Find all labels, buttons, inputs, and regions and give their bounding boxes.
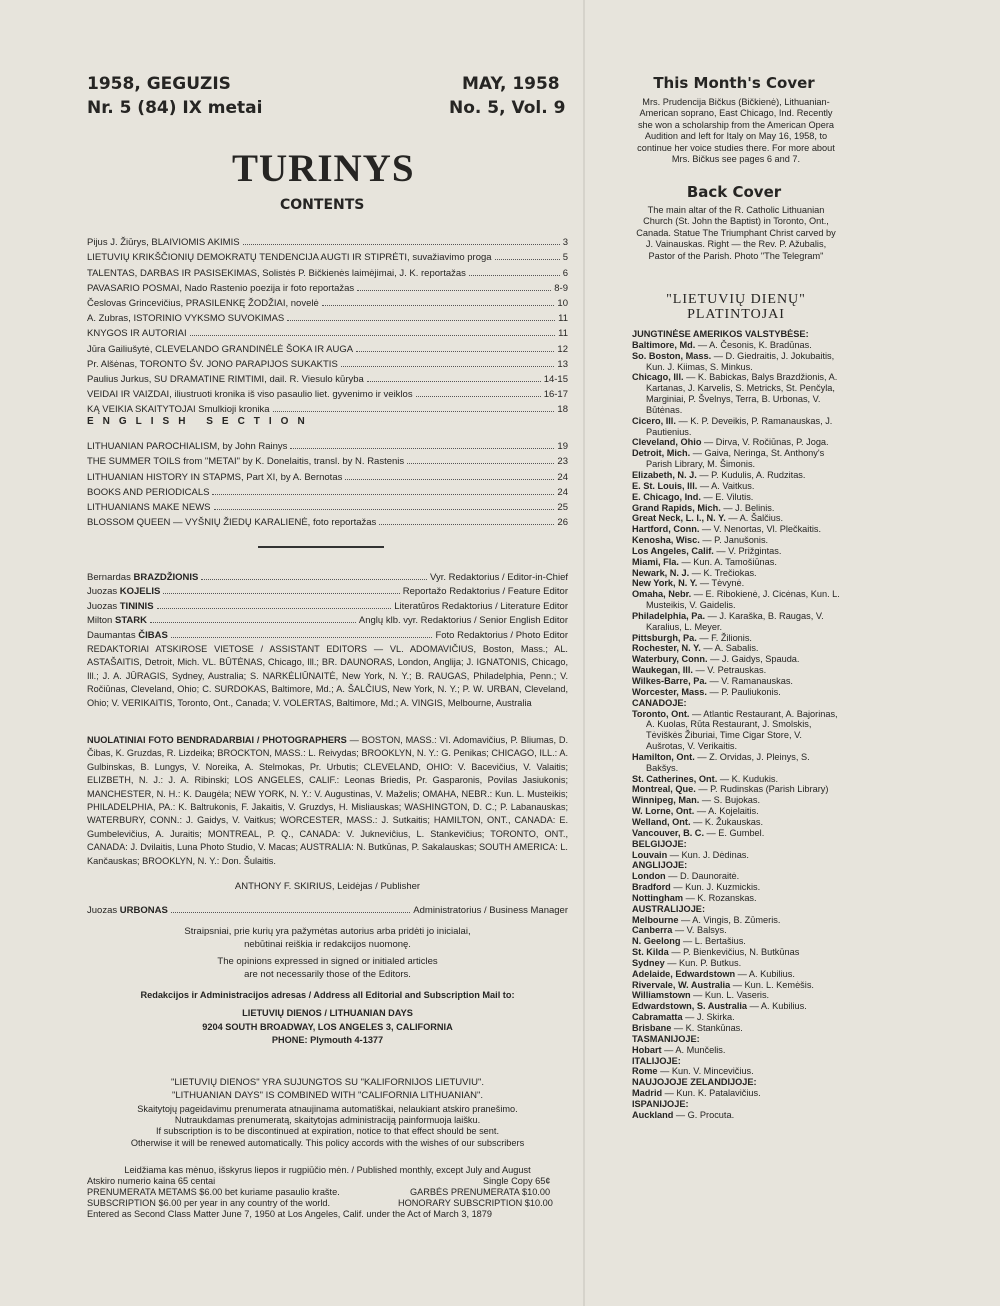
distributor-city: So. Boston, Mass. bbox=[632, 350, 712, 361]
distributor-city: Pittsburgh, Pa. bbox=[632, 632, 697, 643]
contents-item bbox=[87, 279, 568, 294]
contents-item-title: LITHUANIANS MAKE NEWS bbox=[87, 501, 211, 513]
leader-dots bbox=[341, 366, 555, 367]
contents-item bbox=[87, 309, 568, 324]
page-subtitle: CONTENTS bbox=[280, 197, 365, 213]
contents-item-title: LITHUANIAN PAROCHIALISM, by John Rainys bbox=[87, 441, 288, 453]
staff-role: Reportažo Redaktorius / Feature Editor bbox=[402, 586, 568, 597]
distributor-city: Waukegan, Ill. bbox=[632, 665, 693, 676]
distributor-region: NAUJOJOJE ZELANDIJOJE: bbox=[632, 1077, 757, 1088]
distributor-region: ISPANIJOJE: bbox=[632, 1098, 689, 1109]
leader-dots bbox=[357, 290, 551, 291]
distributor-region: TASMANIJOJE: bbox=[632, 1033, 700, 1044]
contents-item-page: 5 bbox=[562, 252, 568, 264]
distributor-city: Cleveland, Ohio bbox=[632, 437, 702, 448]
distributor-city: Nottingham bbox=[632, 892, 684, 903]
distributor-city: Rivervale, W. Australia bbox=[632, 979, 731, 990]
staff-row bbox=[87, 597, 568, 612]
distributor-names: Kun. J. Dėdinas. bbox=[681, 849, 749, 860]
distributor-entry: Welland, Ont. — K. Žukauskas. bbox=[632, 816, 764, 827]
distributor-entry: Cicero, Ill. — K. P. Deveikis, P. Ramanauskas, J. Pautienius. bbox=[632, 415, 833, 437]
distributor-entry: Elizabeth, N. J. — P. Kudulis, A. Rudzitas. bbox=[632, 469, 806, 480]
distributor-city: Adelaide, Edwardstown bbox=[632, 968, 736, 979]
distributor-entry: Hamilton, Ont. — Z. Orvidas, J. Pleinys, S. Bakšys. bbox=[632, 751, 810, 773]
distributor-names: A. Šalčius. bbox=[739, 513, 783, 524]
distributor-city: W. Lorne, Ont. bbox=[632, 806, 695, 817]
leader-dots bbox=[290, 448, 554, 449]
distributor-city: Wilkes-Barre, Pa. bbox=[632, 676, 707, 686]
contents-item-page: 14-15 bbox=[543, 373, 568, 385]
editorial-staff bbox=[87, 568, 568, 641]
staff-row bbox=[87, 583, 568, 598]
distributor-city: Winnipeg, Man. bbox=[632, 795, 700, 806]
distributor-entry: Waterbury, Conn. — J. Gaidys, Spauda. bbox=[632, 654, 800, 665]
distributor-entry: Winnipeg, Man. — S. Bujokas. bbox=[632, 795, 761, 806]
contents-item-page: 18 bbox=[557, 404, 568, 416]
contents-item-page: 12 bbox=[557, 343, 568, 355]
distributor-entry: Detroit, Mich. — Gaiva, Neringa, St. Anthony's Parish Library, M. Šimonis. bbox=[632, 448, 825, 470]
distributor-city: N. Geelong bbox=[632, 936, 681, 947]
distributor-names: E. Ribokienė, J. Cicėnas, Kun. L. Musteikis, V. Gaidelis. bbox=[646, 589, 840, 611]
manager-role: Administratorius / Business Manager bbox=[413, 904, 568, 916]
staff-row bbox=[87, 612, 568, 627]
distributor-names: Atlantic Restaurant, A. Bajorinas, A. Kuolas, Rūta Restaurant, J. Smolskis, Tėviškės Žiburiai, Time Cigar Store, V. Aušrotas, V. Verikaitis. bbox=[646, 708, 838, 752]
distributor-names: A. Vingis, B. Zūmeris. bbox=[692, 914, 781, 925]
contents-item-page: 23 bbox=[557, 456, 568, 468]
contents-item-page: 6 bbox=[562, 267, 568, 279]
renewal-policy: Skaitytojų pageidavimu prenumerata atnaujinama automatiškai, nelaukiant atskiro pranešimo. Nutraukdamas prenumeratą, skaitytojas administraciją painformuoja laišku. If subscription is to be discontinued at expiration, notice to that effect should be sent. Otherwise it will be renewed automatically. This policy accords with the wishes of our subscribers bbox=[130, 1104, 525, 1148]
back-cover-title: Back Cover bbox=[686, 183, 782, 201]
distributor-entry: New York, N. Y. — Tėvynė. bbox=[632, 578, 745, 589]
distributor-entry: Bradford — Kun. J. Kuzmickis. bbox=[632, 882, 761, 893]
distributors-list bbox=[632, 329, 842, 1121]
distributor-names: K. P. Deveikis, P. Ramanauskas, J. Pautienius. bbox=[646, 415, 833, 437]
publisher: ANTHONY F. SKIRIUS, Leidėjas / Publisher bbox=[234, 881, 421, 892]
contents-item-title: Jūra Gailiušytė, CLEVELANDO GRANDINĖLĖ ŠOKA IR AUGA bbox=[87, 343, 354, 355]
leader-dots bbox=[214, 509, 555, 510]
staff-role: Vyr. Redaktorius / Editor-in-Chief bbox=[430, 571, 568, 583]
leader-dots bbox=[243, 244, 560, 245]
distributor-names: A. Česonis, K. Bradūnas. bbox=[709, 339, 812, 350]
distributor-names: Kun. L. Vaseris. bbox=[704, 990, 770, 1001]
distributor-city: Hobart bbox=[632, 1044, 662, 1055]
english-section-heading: ENGLISH SECTION bbox=[87, 416, 314, 427]
distributor-city: Hamilton, Ont. bbox=[632, 751, 695, 762]
contents-item-title: PAVASARIO POSMAI, Nado Rastenio poezija ir foto reportažas bbox=[87, 282, 355, 294]
distributor-entry: Sydney — Kun. P. Butkus. bbox=[632, 957, 742, 968]
contents-item-title: LITHUANIAN HISTORY IN STAPMS, Part XI, by A. Bernotas bbox=[87, 471, 343, 483]
leader-dots bbox=[495, 259, 560, 260]
distributor-entry: Miami, Fla. — Kun. A. Tamošiūnas. bbox=[632, 556, 777, 567]
staff-name: Milton STARK bbox=[87, 615, 148, 626]
contents-item-title: BLOSSOM QUEEN — VYŠNIŲ ŽIEDŲ KARALIENĖ, foto reportažas bbox=[87, 517, 377, 529]
distributor-city: Grand Rapids, Mich. bbox=[632, 502, 721, 513]
distributor-city: E. St. Louis, Ill. bbox=[632, 480, 698, 491]
distributor-city: Sydney bbox=[632, 957, 665, 968]
mailing-address: LIETUVIŲ DIENOS / LITHUANIAN DAYS 9204 SOUTH BROADWAY, LOS ANGELES 3, CALIFORNIA PHONE: Plymouth 4-1377 bbox=[202, 1008, 453, 1045]
distributor-entry: London — D. Daunoraitė. bbox=[632, 871, 740, 882]
honorary-lt: GARBĖS PRENUMERATA $10.00 bbox=[410, 1187, 551, 1197]
distributor-city: Montreal, Que. bbox=[632, 784, 696, 795]
distributor-entry: Kenosha, Wisc. — P. Janušonis. bbox=[632, 535, 769, 546]
assistant-editors-label: REDAKTORIAI ATSKIROSE VIETOSE / ASSISTANT EDITORS bbox=[87, 644, 368, 654]
contents-item-page: 25 bbox=[557, 501, 568, 513]
distributor-city: Hartford, Conn. bbox=[632, 524, 700, 535]
distributor-entry: Madrid — Kun. K. Patalavičius. bbox=[632, 1088, 761, 1099]
distributor-entry: N. Geelong — L. Bertašius. bbox=[632, 936, 746, 947]
assistant-editors bbox=[87, 643, 568, 710]
distributor-entry: Adelaide, Edwardstown — A. Kubilius. bbox=[632, 968, 795, 979]
price-en: Single Copy 65¢ bbox=[483, 1176, 551, 1186]
distributor-region: BELGIJOJE: bbox=[632, 838, 687, 849]
distributor-names: V. Prižgintas. bbox=[728, 545, 782, 556]
distributor-names: D. Giedraitis, J. Jokubaitis, Kun. J. Kiimas, S. Minkus. bbox=[646, 350, 835, 372]
contents-item-title: Pijus J. Žiūrys, BLAIVIOMIS AKIMIS bbox=[87, 237, 240, 249]
leader-dots bbox=[150, 622, 356, 623]
distributor-region: ANGLIJOJE: bbox=[632, 860, 688, 871]
distributor-entry: Louvain — Kun. J. Dėdinas. bbox=[632, 849, 749, 860]
contents-item bbox=[87, 385, 568, 400]
contents-item-title: KĄ VEIKIA SKAITYTOJAI Smulkioji kronika bbox=[87, 404, 270, 416]
contents-item bbox=[87, 498, 568, 513]
distributor-names: P. Janušonis. bbox=[714, 535, 769, 546]
contents-item-page: 8-9 bbox=[554, 282, 568, 294]
subscription-en: SUBSCRIPTION $6.00 per year in any country of the world. bbox=[87, 1198, 331, 1208]
issue-date-en: MAY, 1958 bbox=[462, 74, 560, 94]
leader-dots bbox=[322, 305, 555, 306]
staff-name: Juozas TININIS bbox=[87, 600, 154, 612]
distributor-names: Z. Orvidas, J. Pleinys, S. Bakšys. bbox=[646, 751, 810, 773]
issue-date-lt: 1958, GEGUZIS bbox=[87, 74, 231, 94]
distributor-names: V. Petrauskas. bbox=[707, 665, 767, 676]
distributor-city: Rochester, N. Y. bbox=[632, 643, 701, 654]
distributor-entry: Cleveland, Ohio — Dirva, V. Ročiūnas, P. Joga. bbox=[632, 437, 829, 448]
distributor-entry: Toronto, Ont. — Atlantic Restaurant, A. Bajorinas, A. Kuolas, Rūta Restaurant, J. Smolskis, Tėviškės Žiburiai, Time Cigar Store, V. Aušrotas, V. Verikaitis. bbox=[632, 708, 838, 752]
distributor-names: A. Vaitkus. bbox=[711, 480, 755, 491]
distributor-names: F. Žilionis. bbox=[711, 632, 752, 643]
distributor-names: Kun. A. Tamošiūnas. bbox=[693, 556, 777, 567]
distributor-city: Toronto, Ont. bbox=[632, 708, 690, 719]
distributor-entry: Canberra — V. Balsys. bbox=[632, 925, 727, 936]
contents-item-page: 13 bbox=[557, 358, 568, 370]
distributor-city: Miami, Fla. bbox=[632, 556, 679, 567]
distributor-city: Canberra bbox=[632, 925, 673, 936]
contents-item bbox=[87, 513, 568, 528]
distributor-entry: Great Neck, L. I., N. Y. — A. Šalčius. bbox=[632, 513, 783, 524]
distributor-names: Kun. K. Patalavičius. bbox=[676, 1088, 761, 1099]
distributor-names: D. Daunoraitė. bbox=[679, 871, 740, 882]
contents-item bbox=[87, 400, 568, 415]
distributor-names: A. Kubilius. bbox=[760, 1001, 807, 1012]
leader-dots bbox=[163, 593, 399, 594]
distributor-entry: St. Catherines, Ont. — K. Kudukis. bbox=[632, 773, 779, 784]
contents-item-title: LIETUVIŲ KRIKŠČIONIŲ DEMOKRATŲ TENDENCIJA AUGTI IR STIPRĖTI, suvažiavimo proga bbox=[87, 252, 492, 264]
distributor-names: L. Bertašius. bbox=[694, 936, 746, 947]
distributor-entry: E. St. Louis, Ill. — A. Vaitkus. bbox=[632, 480, 755, 491]
distributor-city: Cabramatta bbox=[632, 1012, 683, 1023]
contents-item bbox=[87, 370, 568, 385]
distributor-region: AUSTRALIJOJE: bbox=[632, 903, 705, 914]
distributor-entry: E. Chicago, Ind. — E. Vilutis. bbox=[632, 491, 754, 502]
contents-item bbox=[87, 467, 568, 482]
distributor-entry: Waukegan, Ill. — V. Petrauskas. bbox=[632, 665, 767, 676]
photographers bbox=[87, 734, 568, 868]
distributor-names: J. Skirka. bbox=[696, 1012, 735, 1023]
contents-item-title: VEIDAI IR VAIZDAI, iliustruoti kronika iš viso pasaulio liet. gyvenimo ir veiklos bbox=[87, 389, 413, 401]
leader-dots bbox=[273, 411, 555, 412]
distributor-entry: Rivervale, W. Australia — Kun. L. Kemėšis. bbox=[632, 979, 814, 990]
distributor-entry: Hobart — A. Munčelis. bbox=[632, 1044, 726, 1055]
distributor-names: P. Pauliukonis. bbox=[721, 686, 781, 697]
contents-item bbox=[87, 248, 568, 263]
distributor-names: A. Kojelaitis. bbox=[708, 806, 759, 817]
back-cover-description: The main altar of the R. Catholic Lithuanian Church (St. John the Baptist) in Toronto, Ont., Canada. Statue The Triumphant Christ carved by J. Vainauskas. Right — the Rev. P. Ažubalis, Pastor of the Parish. Photo "The Telegram" bbox=[636, 205, 836, 261]
distributor-names: K. Rozanskas. bbox=[697, 892, 757, 903]
leader-dots bbox=[416, 396, 541, 397]
leader-dots bbox=[379, 524, 554, 525]
distributor-region: ITALIJOJE: bbox=[632, 1055, 681, 1066]
distributor-region: CANADOJE: bbox=[632, 697, 687, 708]
leader-dots bbox=[190, 335, 556, 336]
distributor-names: P. Kudulis, A. Rudzitas. bbox=[711, 469, 806, 480]
contents-item bbox=[87, 263, 568, 278]
distributor-names: Dirva, V. Ročiūnas, P. Joga. bbox=[715, 437, 829, 448]
distributor-entry: Edwardstown, S. Australia — A. Kubilius. bbox=[632, 1001, 807, 1012]
distributor-entry: Omaha, Nebr. — E. Ribokienė, J. Cicėnas, Kun. L. Musteikis, V. Gaidelis. bbox=[632, 589, 840, 611]
distributor-city: Brisbane bbox=[632, 1023, 672, 1033]
distributor-city: Waterbury, Conn. bbox=[632, 654, 708, 665]
distributor-names: Kun. P. Butkus. bbox=[678, 957, 742, 968]
staff-row bbox=[87, 626, 568, 641]
distributor-city: Louvain bbox=[632, 849, 668, 860]
distributor-city: Bradford bbox=[632, 882, 671, 893]
issue-number-en: No. 5, Vol. 9 bbox=[449, 98, 566, 118]
distributor-entry: Pittsburgh, Pa. — F. Žilionis. bbox=[632, 632, 752, 643]
distributor-entry: Rome — Kun. V. Mincevičius. bbox=[632, 1066, 754, 1077]
distributor-city: London bbox=[632, 871, 666, 882]
subscription-lt: PRENUMERATA METAMS $6.00 bet kuriame pasaulio krašte. bbox=[87, 1187, 340, 1197]
distributor-names: V. Ramanauskas. bbox=[721, 676, 793, 686]
contents-item-page: 10 bbox=[557, 297, 568, 309]
staff-name: Bernardas BRAZDŽIONIS bbox=[87, 571, 199, 583]
distributor-entry: Nottingham — K. Rozanskas. bbox=[632, 892, 757, 903]
distributor-entry: Brisbane — K. Stankūnas. bbox=[632, 1023, 743, 1033]
distributor-city: Kenosha, Wisc. bbox=[632, 535, 700, 546]
second-class-notice: Entered as Second Class Matter June 7, 1950 at Los Angeles, Calif. under the Act of March 3, 1879 bbox=[87, 1209, 493, 1219]
distributor-city: Madrid bbox=[632, 1088, 663, 1099]
distributor-entry: Worcester, Mass. — P. Pauliukonis. bbox=[632, 686, 781, 697]
contents-item bbox=[87, 437, 568, 452]
issue-number-lt: Nr. 5 (84) IX metai bbox=[87, 98, 263, 118]
distributor-names: J. Belinis. bbox=[735, 502, 775, 513]
distributor-entry: Los Angeles, Calif. — V. Prižgintas. bbox=[632, 545, 782, 556]
distributor-names: P. Rudinskas (Parish Library) bbox=[710, 784, 829, 795]
contents-item-title: KNYGOS IR AUTORIAI bbox=[87, 328, 187, 340]
distributor-entry: Philadelphia, Pa. — J. Karaška, B. Raugas, V. Karalius, L. Meyer. bbox=[632, 610, 824, 632]
distributor-city: Welland, Ont. bbox=[632, 816, 691, 827]
distributor-entry: St. Kilda — P. Bienkevičius, N. Butkūnas bbox=[632, 947, 800, 958]
contents-item-page: 11 bbox=[558, 313, 568, 325]
leader-dots bbox=[157, 608, 392, 609]
distributor-city: Vancouver, B. C. bbox=[632, 827, 704, 838]
distributor-names: K. Stankūnas. bbox=[685, 1023, 743, 1033]
contents-item-title: THE SUMMER TOILS from "METAI" by K. Donelaitis, transl. by N. Rastenis bbox=[87, 456, 405, 468]
distributor-names: K. Kudukis. bbox=[731, 773, 779, 784]
assistant-editors-list: — VL. ADOMAVIČIUS, Boston, Mass.; AL. ASTAŠAITIS, Detroit, Mich. VL. BŪTĖNAS, Chicago, Ill.; BR. DAUNORAS, London, Anglija; J. IGNATONIS, Chicago, Ill.; J. A. JŪRAGIS, Sydney, Australia; S. NARKĖLIŪNAITĖ, New York, N. Y.; B. RAUGAS, Philadelphia, Penn.; V. Ročiūnas, Cleveland, Ohio; C. SURDOKAS, Baltimore, Md.; A. ŠALČIUS, New York, N. Y.; P. W. URBAN, Cleveland, Ohio; V. VERIKAITIS, Toronto, Ont., Canada; V. VOLERTAS, Baltimore, Md.; A. VINGIS, Melbourne, Australia bbox=[87, 644, 568, 708]
staff-role: Anglų klb. vyr. Redaktorius / Senior English Editor bbox=[358, 615, 568, 626]
contents-item-page: 11 bbox=[558, 328, 568, 340]
leader-dots bbox=[356, 351, 554, 352]
distributor-entry: W. Lorne, Ont. — A. Kojelaitis. bbox=[632, 806, 759, 817]
leader-dots bbox=[287, 320, 555, 321]
distributor-entry: Cabramatta — J. Skirka. bbox=[632, 1012, 735, 1023]
cover-title: This Month's Cover bbox=[653, 74, 815, 92]
distributor-city: Williamstown bbox=[632, 990, 691, 1001]
leader-dots bbox=[212, 494, 554, 495]
contents-item-page: 26 bbox=[557, 517, 568, 529]
contents-item-title: A. Zubras, ISTORINIO VYKSMO SUVOKIMAS bbox=[87, 313, 285, 325]
distributor-city: St. Kilda bbox=[632, 947, 669, 958]
disclaimer-en: The opinions expressed in signed or initialed articles are not necessarily those of the Editors. bbox=[217, 956, 438, 980]
distributor-city: E. Chicago, Ind. bbox=[632, 491, 701, 502]
distributor-names: A. Sabalis. bbox=[714, 643, 759, 654]
contents-item-page: 16-17 bbox=[543, 389, 568, 401]
distributor-names: Kun. V. Mincevičius. bbox=[671, 1066, 754, 1077]
staff-row bbox=[87, 568, 568, 583]
distributor-entry: Hartford, Conn. — V. Nenortas, Vl. Plečkaitis. bbox=[632, 524, 822, 535]
distributor-entry: Rochester, N. Y. — A. Sabalis. bbox=[632, 643, 759, 654]
staff-name: Juozas KOJELIS bbox=[87, 586, 161, 597]
contents-item-page: 3 bbox=[562, 237, 568, 249]
english-contents bbox=[87, 437, 568, 528]
distributor-city: Worcester, Mass. bbox=[632, 686, 707, 697]
distributor-city: Chicago, Ill. bbox=[632, 372, 684, 383]
cover-description: Mrs. Prudencija Bičkus (Bičkienė), Lithuanian-American soprano, East Chicago, Ind. Recently she won a scholarship from the American Opera Audition and left for Italy on May 16, 1958, to continue her voice studies there. For more about Mrs. Bičkus see pages 6 and 7. bbox=[637, 97, 835, 165]
divider-rule bbox=[258, 546, 384, 548]
leader-dots bbox=[407, 463, 554, 464]
table-of-contents bbox=[87, 233, 568, 415]
distributor-names: V. Balsys. bbox=[686, 925, 727, 936]
distributor-city: St. Catherines, Ont. bbox=[632, 773, 718, 784]
distributor-city: Philadelphia, Pa. bbox=[632, 610, 706, 621]
distributor-names: A. Kubilius. bbox=[748, 968, 795, 979]
distributor-city: Detroit, Mich. bbox=[632, 448, 691, 459]
contents-item-page: 19 bbox=[557, 441, 568, 453]
publishing-info: Leidžiama kas mėnuo, išskyrus liepos ir rugpiūčio mėn. / Published monthly, except July and August bbox=[124, 1165, 531, 1175]
staff-role: Literatūros Redaktorius / Literature Editor bbox=[394, 600, 568, 612]
distributors-heading: "LIETUVIŲ DIENŲ" PLATINTOJAI bbox=[666, 292, 806, 322]
distributor-names: E. Vilutis. bbox=[715, 491, 754, 502]
disclaimer-lt: Straipsniai, prie kurių yra pažymėtas autorius arba pridėti jo inicialai, nebūtinai reiškia ir redakcijos nuomonę. bbox=[184, 926, 471, 950]
distributor-names: V. Nenortas, Vl. Plečkaitis. bbox=[713, 524, 822, 535]
distributor-city: Edwardstown, S. Australia bbox=[632, 1001, 748, 1012]
contents-item bbox=[87, 339, 568, 354]
contents-item bbox=[87, 355, 568, 370]
distributor-names: S. Bujokas. bbox=[713, 795, 761, 806]
contents-item-page: 24 bbox=[557, 471, 568, 483]
distributor-entry: Vancouver, B. C. — E. Gumbel. bbox=[632, 827, 765, 838]
distributor-entry: Melbourne — A. Vingis, B. Zūmeris. bbox=[632, 914, 781, 925]
distributor-entry: Wilkes-Barre, Pa. — V. Ramanauskas. bbox=[632, 676, 793, 686]
distributor-names: P. Bienkevičius, N. Butkūnas bbox=[683, 947, 800, 958]
address-label: Redakcijos ir Administracijos adresas / Address all Editorial and Subscription Mail to: bbox=[140, 990, 515, 1000]
price-lt: Atskiro numerio kaina 65 centai bbox=[87, 1176, 216, 1186]
distributor-entry: Montreal, Que. — P. Rudinskas (Parish Library) bbox=[632, 784, 829, 795]
contents-item-title: Pr. Alšėnas, TORONTO ŠV. JONO PARAPIJOS SUKAKTIS bbox=[87, 358, 338, 370]
distributor-names: E. Gumbel. bbox=[718, 827, 765, 838]
distributor-city: Elizabeth, N. J. bbox=[632, 469, 697, 480]
distributor-names: Tėvynė. bbox=[711, 578, 745, 589]
distributor-entry: Baltimore, Md. — A. Česonis, K. Bradūnas. bbox=[632, 339, 812, 350]
distributor-region: JUNGTINĖSE AMERIKOS VALSTYBĖSE: bbox=[632, 329, 809, 339]
contents-item-title: Paulius Jurkus, SU DRAMATINE RIMTIMI, dail. R. Viesulo kūryba bbox=[87, 373, 364, 385]
leader-dots bbox=[367, 381, 541, 382]
distributor-entry: Grand Rapids, Mich. — J. Belinis. bbox=[632, 502, 775, 513]
contents-item bbox=[87, 452, 568, 467]
distributor-names: G. Procuta. bbox=[687, 1109, 735, 1120]
page-fold-shadow bbox=[583, 0, 585, 1306]
photographers-label: NUOLATINIAI FOTO BENDRADARBIAI / PHOTOGRAPHERS bbox=[87, 735, 347, 745]
distributor-city: Auckland bbox=[632, 1109, 674, 1120]
merge-note: "LIETUVIŲ DIENOS" YRA SUJUNGTOS SU "KALIFORNIJOS LIETUVIU". "LITHUANIAN DAYS" IS COMBINED WITH "CALIFORNIA LITHUANIAN". bbox=[171, 1077, 484, 1101]
leader-dots bbox=[469, 275, 560, 276]
distributor-city: Baltimore, Md. bbox=[632, 339, 696, 350]
contents-item bbox=[87, 233, 568, 248]
distributor-city: Omaha, Nebr. bbox=[632, 589, 692, 600]
staff-name: Daumantas ČIBAS bbox=[87, 629, 168, 641]
distributor-city: Rome bbox=[632, 1066, 658, 1077]
distributor-names: A. Munčelis. bbox=[675, 1044, 726, 1055]
contents-item bbox=[87, 324, 568, 339]
contents-item bbox=[87, 483, 568, 498]
page-title: TURINYS bbox=[232, 147, 415, 190]
distributor-names: Kun. J. Kuzmickis. bbox=[685, 882, 761, 893]
distributor-city: Great Neck, L. I., N. Y. bbox=[632, 513, 726, 524]
distributor-entry: So. Boston, Mass. — D. Giedraitis, J. Jokubaitis, Kun. J. Kiimas, S. Minkus. bbox=[632, 350, 835, 372]
distributor-names: K. Trečiokas. bbox=[703, 567, 757, 578]
distributor-city: New York, N. Y. bbox=[632, 578, 698, 589]
business-manager: Juozas URBONAS Administratorius / Business Manager bbox=[87, 904, 568, 916]
distributor-entry: Newark, N. J. — K. Trečiokas. bbox=[632, 567, 757, 578]
distributor-names: Kun. L. Kemėšis. bbox=[744, 979, 814, 990]
distributor-city: Melbourne bbox=[632, 914, 679, 925]
leader-dots bbox=[345, 479, 554, 480]
leader-dots bbox=[171, 637, 433, 638]
leader-dots bbox=[201, 579, 427, 580]
distributor-names: K. Babickas, Balys Brazdžionis, A. Kartanas, J. Karvelis, S. Metricks, St. Penčyla, Marginiai, P. Švelnys, Terra, B. Urbonas, V. Būtėnas. bbox=[646, 372, 838, 415]
distributor-names: Gaiva, Neringa, St. Anthony's Parish Library, M. Šimonis. bbox=[646, 448, 825, 470]
distributor-names: K. Žukauskas. bbox=[704, 816, 764, 827]
honorary-en: HONORARY SUBSCRIPTION $10.00 bbox=[398, 1198, 553, 1208]
distributor-city: Los Angeles, Calif. bbox=[632, 545, 714, 556]
distributor-city: Cicero, Ill. bbox=[632, 415, 676, 426]
distributor-names: J. Gaidys, Spauda. bbox=[721, 654, 800, 665]
contents-item-title: Česlovas Grincevičius, PRASILENKĘ ŽODŽIAI, novelė bbox=[87, 297, 319, 309]
staff-role: Foto Redaktorius / Photo Editor bbox=[435, 629, 568, 641]
contents-item-page: 24 bbox=[557, 486, 568, 498]
distributor-city: Newark, N. J. bbox=[632, 567, 690, 578]
distributor-entry: Auckland — G. Procuta. bbox=[632, 1109, 735, 1120]
contents-item bbox=[87, 294, 568, 309]
distributor-entry: Chicago, Ill. — K. Babickas, Balys Brazdžionis, A. Kartanas, J. Karvelis, S. Metricks, St. Penčyla, Marginiai, P. Švelnys, Terra, B. Urbonas, V. Būtėnas. bbox=[632, 372, 838, 415]
distributor-names: J. Karaška, B. Raugas, V. Karalius, L. Meyer. bbox=[646, 610, 824, 632]
contents-item-title: TALENTAS, DARBAS IR PASISEKIMAS, Solistės P. Bičkienės laimėjimai, J. K. reportažas bbox=[87, 267, 466, 279]
distributor-entry: Williamstown — Kun. L. Vaseris. bbox=[632, 990, 770, 1001]
contents-item-title: BOOKS AND PERIODICALS bbox=[87, 486, 210, 498]
photographers-list: — BOSTON, MASS.: VI. Adomavičius, P. Bliumas, D. Čibas, K. Gruzdas, R. Lizdeika; BROCKTON, MASS.: L. Reivydas; BROOKLYN, N. Y.: G. Penikas; CHICAGO, ILL.: A. Gulbinskas, B. Lungys, V. Noreika, A. Stelmokas, Pr. Urbutis; CLEVELAND, OHIO: V. Bacevičius, V. Valaitis; ELIZBETH, N. J.: J. A. Ribinski; LOS ANGELES, CALIF.: Leonas Briedis, Pr. Gasparonis, Povilas Jasiukonis; MANCHESTER, N. H.: K. Daugėla; NEW YORK, N. Y.: V. Augustinas, V. Maželis; OMAHA, NEBR.: Kun. L. Musteikis; PHILADELPHIA, PA.: K. Baltrukonis, F. Jakaitis, V. Gruzdys, H. Misliauskas; WASHINGTON, D. C.; P. Labanauskas; WATERBURY, CONN.: J. Gaidys, V. Vaitkus; WORCESTER, MASS.: J. Sutkaitis; HAMILTON, ONT., CANADA: E. Gumbelevičius, A. Juraitis; MONTREAL, P. Q., CANADA: V. Jukneviĉius, L. Stankevičius; TORONTO, ONT., CANADA: J. Dvilaitis, Luna Photo Studio, V. Macas; AUSTRALIA: N. Butkūnas, P. Sakalauskas; SOUTH AMERICA: L. Kančauskas; BROOKLYN, N. Y.: Don. Šulaitis. bbox=[87, 735, 569, 866]
